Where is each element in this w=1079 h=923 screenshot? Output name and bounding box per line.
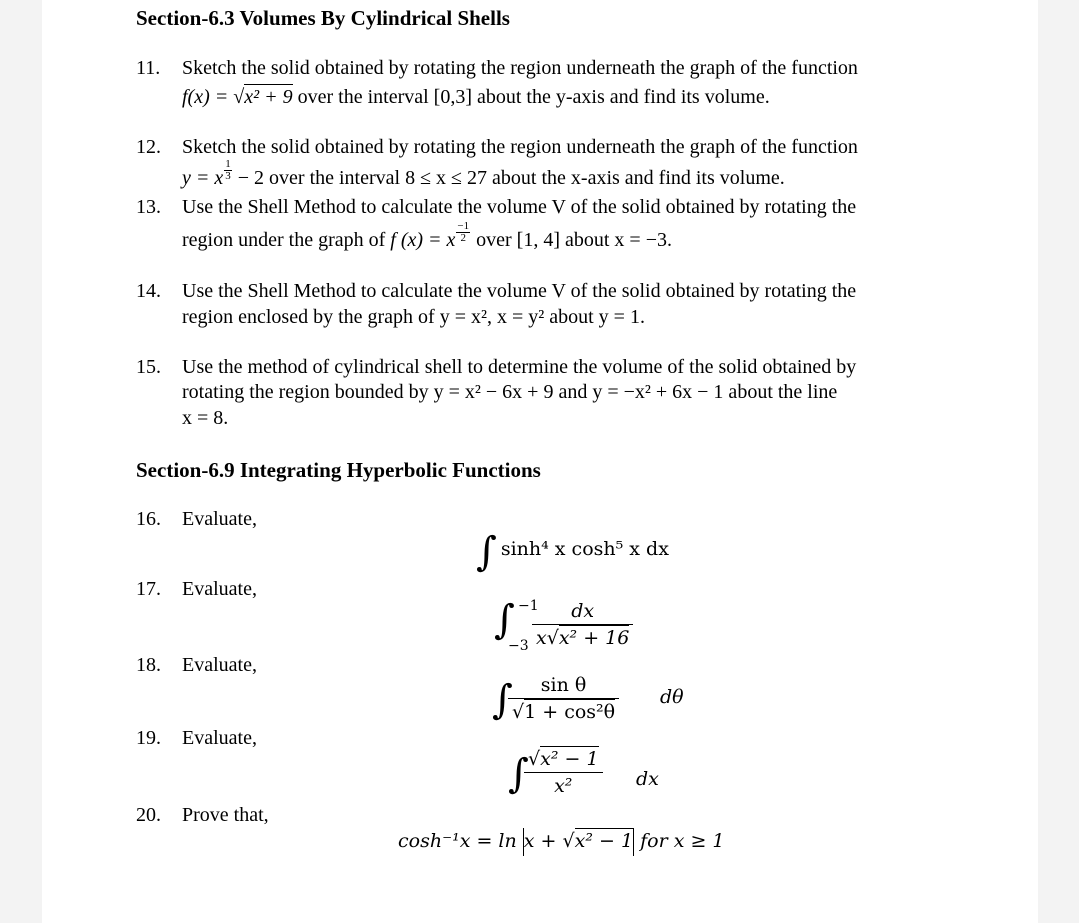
problem-19-fraction [524,748,603,797]
exponent-denominator: 2 [460,231,467,244]
problem-20-label: Prove that, [182,804,269,826]
denominator-radicand: 1 + cos²θ [524,701,616,723]
numerator: sin θ [508,674,619,699]
problem-12-line2-rest: − 2 over the interval 8 ≤ x ≤ 27 about the x-axis and find its volume. [237,167,785,189]
exponent-denominator: 3 [225,169,231,182]
section-heading-6-3: Section-6.3 Volumes By Cylindrical Shells [136,6,510,30]
problem-16-integrand: sinh⁴ x cosh⁵ x dx [500,538,669,560]
problem-17-label: Evaluate, [182,578,257,600]
problem-12-y-eq: y = x [182,167,224,189]
sqrt-symbol: √ [233,86,245,108]
problem-13-fx: f (x) = x [390,229,456,251]
abs-bar-right [633,828,634,856]
lower-limit: −3 [508,638,529,654]
problem-13-line1: Use the Shell Method to calculate the volume V of the solid obtained by rotating the [182,196,857,218]
problem-16-number: 16. [136,508,161,530]
problem-19-dvar: dx [636,768,659,790]
integral-sign: ∫ [508,751,529,797]
problem-16-formula [476,529,669,575]
upper-limit: −1 [518,598,539,614]
problem-20-tail: for x ≥ 1 [640,830,725,852]
problem-17-fraction [532,600,633,649]
problem-17-number: 17. [136,578,161,600]
problem-12-line2 [182,157,785,191]
problem-12-exponent [224,159,232,182]
problem-16-label: Evaluate, [182,508,257,530]
integral-sign: ∫ [476,529,497,575]
problem-15-line1: Use the method of cylindrical shell to determine the volume of the solid obtained by [182,356,857,378]
denominator-x: x [536,627,547,649]
problem-11-radicand: x² + 9 [244,86,293,108]
problem-18-label: Evaluate, [182,654,257,676]
problem-19-number: 19. [136,727,161,749]
problem-20-formula: cosh⁻¹x = ln x + √x² − 1 for x ≥ 1 [398,828,725,856]
problem-13-line2-start: region under the graph of [182,229,386,251]
problem-18-number: 18. [136,654,161,676]
problem-11-line2 [182,85,770,109]
denominator: x√x² + 16 [536,627,630,649]
problem-13-line2-rest: over [1, 4] about x = −3. [476,229,672,251]
problem-11-line1: Sketch the solid obtained by rotating the region underneath the graph of the function [182,57,858,79]
problem-13-number: 13. [136,196,161,218]
integral-sign: ∫ [492,677,513,723]
problem-20-number: 20. [136,804,161,826]
integral-sign: ∫ [494,597,515,643]
problem-15-line2: rotating the region bounded by y = x² − 6x + 9 and y = −x² + 6x − 1 about the line [182,381,838,403]
problem-19-label: Evaluate, [182,727,257,749]
problem-14-line1: Use the Shell Method to calculate the volume V of the solid obtained by rotating the [182,280,857,302]
problem-18-fraction [508,674,619,723]
problem-15-line3: x = 8. [182,407,229,429]
problem-20-inner: x + [523,830,557,852]
document-page [42,0,1038,923]
numerator-radicand: x² − 1 [540,748,599,770]
problem-12-line1: Sketch the solid obtained by rotating the region underneath the graph of the function [182,136,858,158]
denominator: x² [554,775,573,797]
exponent-numerator: −1 [457,219,470,232]
numerator: √x² − 1 [524,748,603,773]
problem-11-fx: f(x) = [182,86,229,108]
numerator: dx [532,600,633,625]
problem-11-number: 11. [136,57,161,79]
problem-17-formula [494,596,654,660]
denominator: √1 + cos²θ [512,701,616,723]
problem-15-number: 15. [136,356,161,378]
section-heading-6-9: Section-6.9 Integrating Hyperbolic Functions [136,458,541,482]
denominator-radicand: x² + 16 [558,627,630,649]
problem-20-radicand: x² − 1 [574,830,634,852]
problem-18-formula [492,672,692,732]
problem-19-formula [508,746,668,806]
exponent-numerator: 1 [225,157,231,170]
problem-14-line2: region enclosed by the graph of y = x², x = y² about y = 1. [182,306,645,328]
problem-20-lhs: cosh⁻¹x = ln [398,830,517,852]
problem-12-number: 12. [136,136,161,158]
problem-13-line2 [182,219,672,253]
problem-14-number: 14. [136,280,161,302]
problem-11-line2-rest: over the interval [0,3] about the y-axis and find its volume. [297,86,770,108]
problem-18-dvar: dθ [660,686,684,708]
problem-13-exponent [456,221,470,244]
